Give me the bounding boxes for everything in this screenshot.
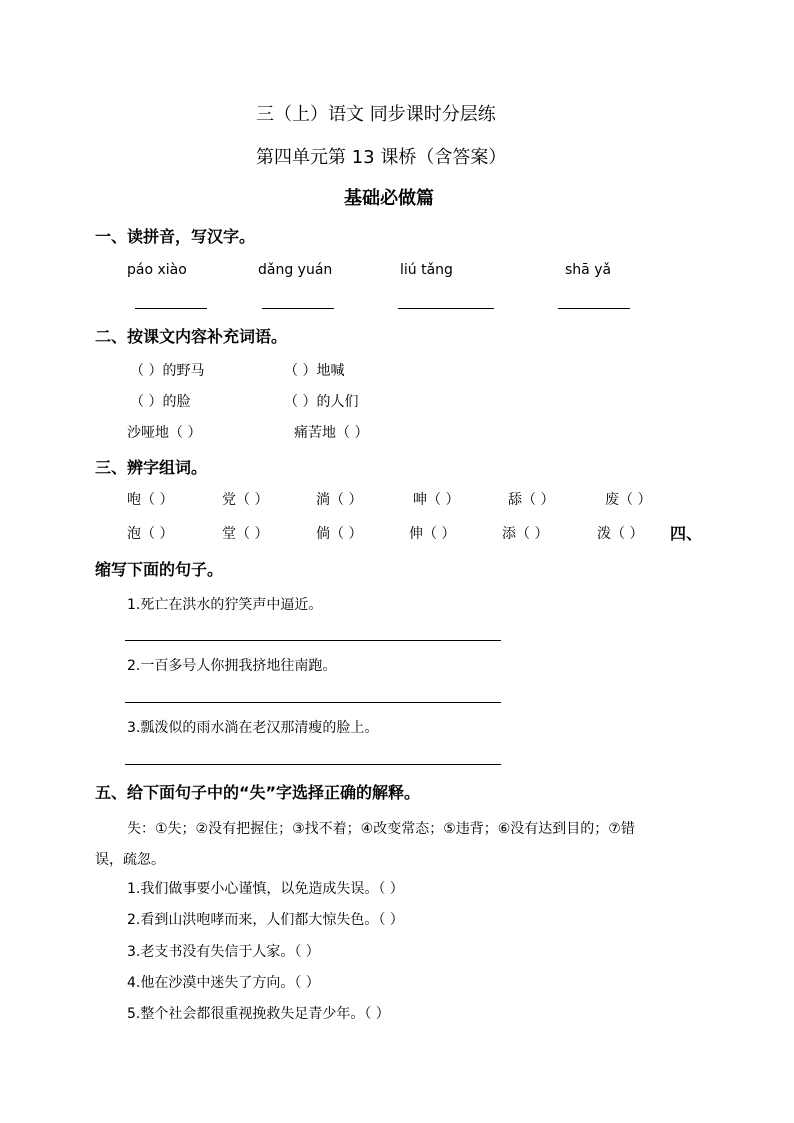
answer-line[interactable]	[398, 308, 494, 309]
char-item: 呻（ ）	[413, 492, 460, 508]
answer-line[interactable]	[262, 308, 334, 309]
char-item: 添（ ）	[502, 526, 549, 542]
section5-heading: 五、给下面句子中的“失”字选择正确的解释。	[95, 783, 421, 802]
section1-heading: 一、读拼音，写汉字。	[95, 227, 256, 246]
char-item: 伸（ ）	[409, 526, 456, 542]
sentence-item: 2.一百多号人你拥我挤地往南跑。	[127, 658, 337, 674]
char-item: 淌（ ）	[316, 492, 363, 508]
answer-line[interactable]	[125, 764, 501, 765]
pinyin-item: páo xiào	[127, 262, 187, 278]
sentence-item: 3.瓢泼似的雨水淌在老汉那清瘦的脸上。	[127, 720, 379, 736]
char-item: 泼（ ）	[597, 526, 644, 542]
char-item: 党（ ）	[222, 492, 269, 508]
section3-heading: 三、辨字组词。	[95, 458, 208, 477]
char-item: 倘（ ）	[316, 526, 363, 542]
pinyin-item: dǎng yuán	[258, 262, 333, 278]
question-item: 2.看到山洪咆哮而来，人们都大惊失色。（ ）	[127, 912, 404, 928]
definition-line: 失：①失；②没有把握住；③找不着；④改变常态；⑤违背；⑥没有达到目的；⑦错	[127, 821, 635, 837]
level-title: 基础必做篇	[344, 188, 434, 209]
section2-heading: 二、按课文内容补充词语。	[95, 327, 288, 346]
question-item: 1.我们做事要小心谨慎，以免造成失误。（ ）	[127, 881, 404, 897]
char-item: 泡（ ）	[127, 526, 174, 542]
question-item: 3.老支书没有失信于人家。（ ）	[127, 944, 320, 960]
fill-item: 痛苦地（ ）	[294, 425, 369, 441]
fill-item: （ ）的脸	[130, 394, 191, 410]
answer-line[interactable]	[125, 702, 501, 703]
char-item: 咆（ ）	[127, 492, 174, 508]
definition-line: 误，疏忽。	[95, 852, 165, 868]
answer-line[interactable]	[125, 640, 501, 641]
char-item: 舔（ ）	[508, 492, 555, 508]
section4-heading: 缩写下面的句子。	[95, 560, 224, 579]
fill-item: （ ）地喊	[284, 363, 345, 379]
page-subtitle: 第四单元第 13 课桥（含答案）	[256, 147, 507, 168]
page-title: 三（上）语文 同步课时分层练	[256, 104, 496, 125]
fill-item: 沙哑地（ ）	[127, 425, 202, 441]
char-item: 废（ ）	[605, 492, 652, 508]
section4-heading-number: 四、	[670, 524, 703, 543]
char-item: 堂（ ）	[222, 526, 269, 542]
sentence-item: 1.死亡在洪水的狞笑声中逼近。	[127, 597, 323, 613]
pinyin-item: shā yǎ	[565, 262, 612, 278]
fill-item: （ ）的野马	[130, 363, 205, 379]
pinyin-item: liú tǎng	[400, 262, 453, 278]
fill-item: （ ）的人们	[284, 394, 359, 410]
answer-line[interactable]	[135, 308, 207, 309]
question-item: 4.他在沙漠中迷失了方向。（ ）	[127, 975, 320, 991]
answer-line[interactable]	[558, 308, 630, 309]
question-item: 5.整个社会都很重视挽救失足青少年。（ ）	[127, 1006, 390, 1022]
